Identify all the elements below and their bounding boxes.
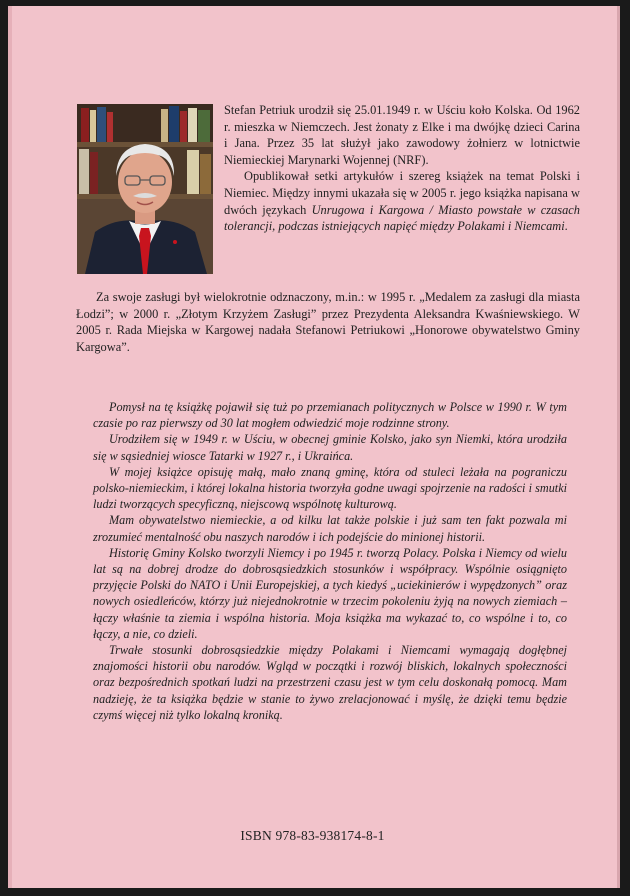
author-photo — [77, 104, 213, 274]
bio-paragraph-2 — [224, 168, 580, 234]
bio-paragraph-2-text: Opublikował setki artykułów i szereg książek na temat Polski i Niemiec. Między innymi ukazała się w 2005 r. jego książka napisana w dwóch językach — [224, 169, 580, 217]
statement-paragraph-1: Pomysł na tę książkę pojawił się tuż po przemianach politycznych w Polsce w 1990 r. W tym czasie po raz pierwszy od 30 lat mogłem odwiedzić moje rodzinne strony. — [93, 400, 567, 431]
statement-paragraph-3: W mojej książce opisuję małą, mało znaną gminę, która od stuleci leżała na pograniczu polsko-niemieckim, i której lokalna historia tworzyła godne uwagi spojrzenie na radości i smutki ludzi tworzących specyficzną, niejscową wspólnotę kulturową. — [93, 464, 567, 512]
statement-paragraph-4: Mam obywatelstwo niemieckie, a od kilku lat także polskie i już sam ten fakt pozwala mi zrozumieć mentalność obu naszych narodów i ich podejście do minionej historii. — [93, 513, 567, 544]
bio-paragraph-2-end: . — [564, 219, 568, 234]
cover-spine-edge — [8, 6, 12, 888]
bio-book-title: Unrugowa i Kargowa / Miasto powstałe w czasach tolerancji, podczas istniejących napięć między Polakami i Niemcami — [224, 202, 580, 234]
author-bio-column — [224, 102, 580, 235]
bio-paragraph-1: Stefan Petriuk urodził się 25.01.1949 r. w Uściu koło Kolska. Od 1962 r. mieszka w Niemczech. Jest żonaty z Elke i ma dwójkę dzieci Carina i Jana. Przez 35 lat służył jako zawodowy żołnierz w lotnictwie Niemieckiej Marynarki Wojennej (NRF). — [224, 103, 580, 167]
statement-paragraph-5: Historię Gminy Kolsko tworzyli Niemcy i po 1945 r. tworzą Polacy. Polska i Niemcy od wielu lat są na dobrej drodze do dobrosąsiedzkich stosunków i współpracy. Wspólnie osiągnięto przyjęcie Polski do NATO i Unii Europejskiej, a tych kiedyś „uciekinierów i wypędzonych” oraz nowych osiedleńców, którzy już niejednokrotnie w trzecim pokoleniu żyją na nowych ziemiach – łączy właśnie ta ziemia i wspólna historia. Moja książka ma wykazać to, co wspólne i to, co łączy, a nie, co dzieli. — [93, 545, 567, 641]
isbn-number: ISBN 978-83-938174-8-1 — [240, 828, 385, 843]
bio-awards-paragraph: Za swoje zasługi był wielokrotnie odznaczony, m.in.: w 1995 r. „Medalem za zasługi dla miasta Łodzi”; w 2000 r. „Złotym Krzyżem Zasługi” przez Prezydenta Aleksandra Kwaśniewskiego. W 2005 r. Rada Miejska w Kargowej nadała Stefanowi Petriukowi „Honorowe obywatelstwo Gminy Kargowa”. — [76, 290, 580, 354]
author-statement — [93, 399, 567, 723]
book-back-cover — [8, 6, 620, 888]
author-portrait-image — [77, 104, 213, 274]
author-awards — [76, 289, 580, 355]
statement-paragraph-6: Trwałe stosunki dobrosąsiedzkie między Polakami i Niemcami wymagają dogłębnej znajomości historii obu narodów. Wgląd w początki i rozwój bliskich, lokalnych społeczności oraz bezpośrednich spotkań ludzi na przestrzeni czasu jest w tym celu doskonałą pomocą. Mam nadzieję, że ta książka będzie w stanie to żywo zrelacjonować i myślę, że dzięki temu będzie czymś więcej niż tylko lokalną kroniką. — [93, 643, 567, 722]
statement-paragraph-2: Urodziłem się w 1949 r. w Uściu, w obecnej gminie Kolsko, jako syn Niemki, która urodziła się w sąsiedniej wiosce Tatarki w 1927 r., i Ukraińca. — [93, 432, 567, 463]
